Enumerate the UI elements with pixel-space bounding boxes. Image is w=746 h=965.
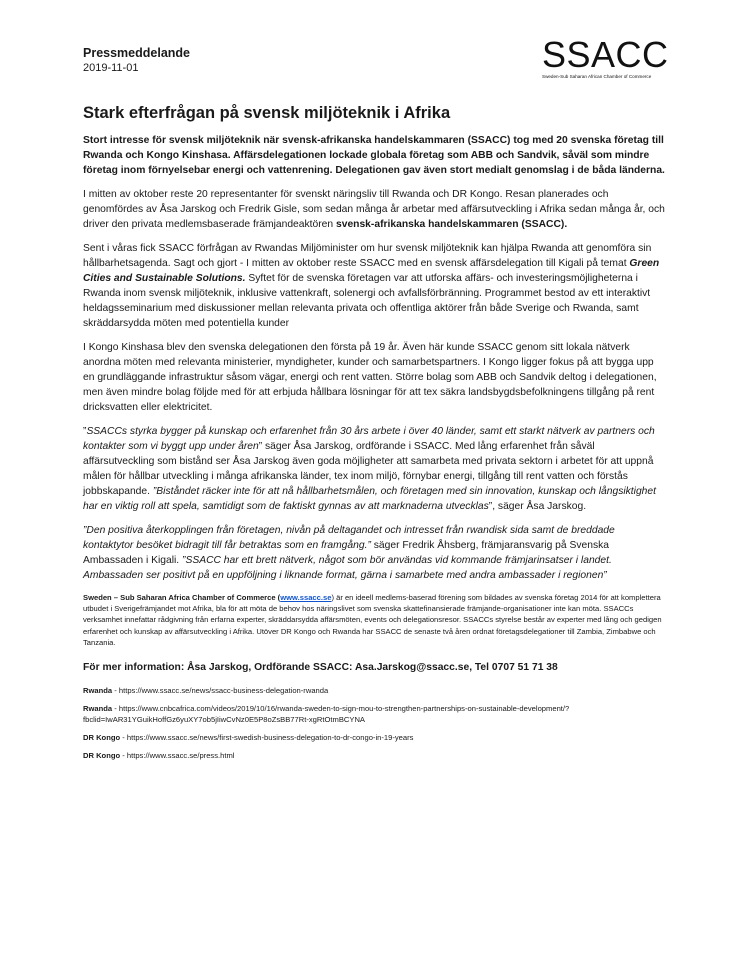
- quote-ahsberg-2: ”SSACC har ett brett nätverk, något som bör användas vid kommande främjarinsatser i landet. Ambassaden ser positivt på en uppföljning i liknande format, gärna i samarbete med andra ambassader i regionen”: [83, 555, 612, 581]
- article-title: Stark efterfrågan på svensk miljöteknik i Afrika: [83, 104, 451, 122]
- document-date: 2019-11-01: [83, 62, 139, 74]
- quote-open-mark: ”: [83, 426, 87, 437]
- logo-subtext: Sweden-Sub Saharan African Chamber of Commerce: [542, 74, 652, 79]
- quote-ahsberg-1: ”Den positiva återkopplingen från företagen, nivån på deltagandet och intresset från rwandisk sida samt de breddade kontaktytor besöket bidragit till får betraktas som en framgång.”: [83, 525, 615, 551]
- paragraph-2-end: Syftet för de svenska företagen var att utforska affärs- och investeringsmöjligheterna i Rwanda inom svensk miljöteknik, inklusive vattenkraft, solenergi och avfallsförbränning. Programmet bestod av ett interaktivt heldagsseminarium med diskussioner mellan relevanta privata och offentliga aktörer från både Sverige och Rwanda, samt skräddarsydda möten med potentiella kunder: [83, 273, 651, 329]
- link-row[interactable]: [83, 750, 665, 761]
- about-text: ) är en ideell medlems-baserad förening som bildades av svenska företag 2014 för att komplettera utbudet i Sverigefrämjandet mot Afrika, bla för att möta de behov hos näringslivet som svenska skattefinansierade främjande-organisationer inte kan möta. SSACCs verksamhet innefattar rådgivning från erfarna experter, skräddarsydda affärsmöten, events och delegationsresor. SSACCs styrelse består av experter med lång och gedigen erfarenhet och kunskap av affärsutveckling i Afrika. Utöver DR Kongo och Rwanda har SSACC de senaste två åren ordnat företagsdelegationer till Zambia, Zimbabwe och Tanzania.: [83, 593, 662, 647]
- delegation-theme: Green Cities and Sustainable Solutions.: [83, 258, 660, 284]
- quote-jarskog-1: SSACCs styrka bygger på kunskap och erfarenhet från 30 års arbete i över 40 länder, samt ett starkt nätverk av partners och kontakter som vi byggt upp under åren: [83, 426, 655, 452]
- about-ssacc: [83, 592, 665, 648]
- link-url[interactable]: - https://www.cnbcafrica.com/videos/2019/10/16/rwanda-sweden-to-sign-mou-to-strengthen-partnerships-on-sustainable-development/?fbclid=IwAR31YGuikHoffGz6yuXY7ob5jIiwCvNz0E5P8oZsBB77Rt-xgRtOtmBCYNA: [83, 704, 570, 725]
- paragraph-4: [83, 424, 665, 514]
- contact-info: För mer information: Åsa Jarskog, Ordförande SSACC: Asa.Jarskog@ssacc.se, Tel 0707 51 71 38: [83, 662, 558, 674]
- paragraph-1-text: I mitten av oktober reste 20 representanter för svenskt näringsliv till Rwanda och DR Kongo. Resan planerades och genomfördes av Åsa Jarskog och Fredrik Gisle, som sedan många år arbetar med affärsutveckling i Afrika sedan många år, och driver den privata medlemsbaserade främjandeaktören: [83, 189, 665, 230]
- link-label: DR Kongo: [83, 733, 121, 743]
- lead-paragraph: Stort intresse för svensk miljöteknik när svensk-afrikanska handelskammaren (SSACC) tog med 20 svenska företag till Rwanda och Kongo Kinshasa. Affärsdelegationen lockade globala företag som ABB och Sandvik, såväl som mindre företag inom förnyelsebar energi och vattenrening. Delegationen gav även stort medialt genomslag i de båda länderna.: [83, 135, 665, 176]
- reference-links: [83, 685, 665, 761]
- link-label: DR Kongo: [83, 751, 121, 761]
- link-url[interactable]: - https://www.ssacc.se/news/first-swedish-business-delegation-to-dr-congo-in-19-years: [120, 733, 414, 743]
- ssacc-website-link[interactable]: www.ssacc.se: [280, 593, 332, 602]
- paragraph-3: I Kongo Kinshasa blev den svenska delegationen den första på 19 år. Även här kunde SSACC genom sitt lokala nätverk anordna möten med relevanta ministerier, myndigheter, kunder och samarbetspartners. I Kongo ligger fokus på att bygga upp en grundläggande infrastruktur såsom vägar, energi och rent vatten. Större bolag som ABB och Sandvik deltog i delegationen, men även mindre bolag följde med för att erbjuda hållbara lösningar för att tex säkra landsbygdsbefolkningens tillgång på rent dricksvatten eller elektricitet.: [83, 342, 657, 413]
- link-row[interactable]: [83, 685, 665, 696]
- link-label: Rwanda: [83, 704, 113, 714]
- about-org-name: Sweden – Sub Saharan Africa Chamber of Commerce (: [83, 593, 281, 602]
- link-url[interactable]: - https://www.ssacc.se/press.html: [120, 751, 235, 761]
- link-row[interactable]: [83, 732, 665, 743]
- logo-mark: SSACC: [542, 34, 669, 75]
- paragraph-4-end: ”, säger Åsa Jarskog.: [488, 501, 587, 512]
- link-url[interactable]: - https://www.ssacc.se/news/ssacc-business-delegation-rwanda: [112, 686, 329, 696]
- link-label: Rwanda: [83, 686, 113, 696]
- paragraph-5-mid: säger Fredrik Åhsberg, främjaransvarig på Svenska Ambassaden i Kigali.: [83, 540, 609, 566]
- paragraph-2-start: Sent i våras fick SSACC förfrågan av Rwandas Miljöminister om hur svensk miljöteknik kan hjälpa Rwanda att genomföra sin hållbarhetsagenda. Sagt och gjort - I mitten av oktober reste SSACC med en svensk affärsdelegation till Kigali på temat: [83, 243, 652, 269]
- ssacc-logo: [542, 36, 668, 80]
- paragraph-2: [83, 241, 665, 331]
- paragraph-5: [83, 523, 665, 583]
- quote-jarskog-2: ”Biståndet räcker inte för att nå hållbarhetsmålen, och företagen med sin innovation, kunskap och långsiktighet har en viktig roll att spela, samtidigt som de faktiskt gynnas av att marknaderna utvecklas: [83, 486, 656, 512]
- paragraph-4-mid: ” säger Åsa Jarskog, ordförande i SSACC. Med lång erfarenhet från såväl affärsutveckling som bistånd ser Åsa Jarskog även goda möjligheter att samarbeta med privata sektorn i arbetet för att uppnå målen för hållbar utveckling i många afrikanska länder, tex inom miljö, förnybar energi, tillgång till rent vatten och förstås jobbskapande.: [83, 441, 654, 497]
- organization-name: svensk-afrikanska handelskammaren (SSACC).: [335, 219, 568, 230]
- article-body: [83, 103, 665, 768]
- link-row[interactable]: [83, 703, 665, 725]
- paragraph-1: [83, 187, 665, 232]
- document-type: Pressmeddelande: [83, 46, 190, 60]
- header-left: [83, 46, 190, 75]
